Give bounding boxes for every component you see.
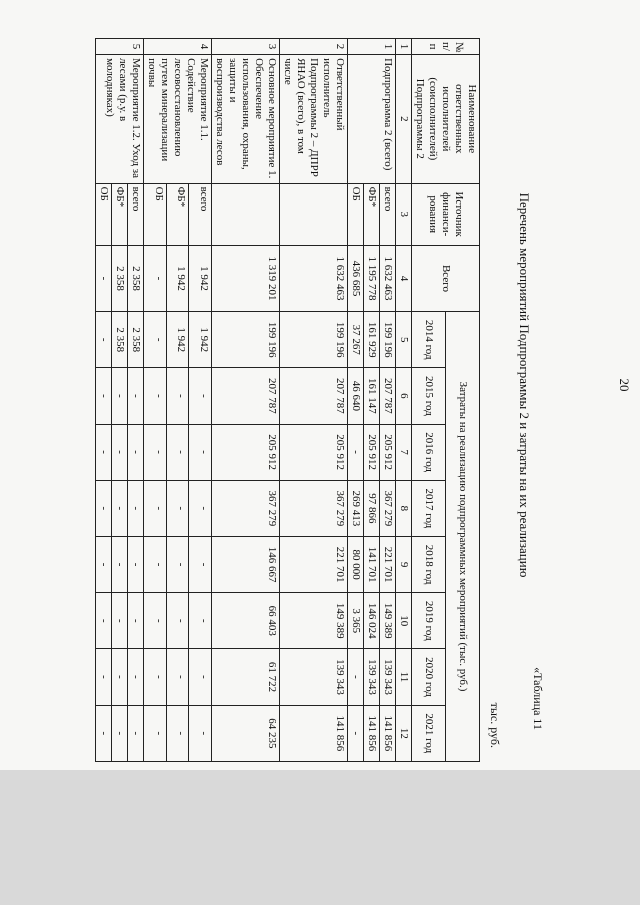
row-value: 207 787	[280, 368, 348, 424]
table-row	[212, 39, 280, 762]
row-value: -	[128, 424, 144, 480]
row-value: -	[189, 705, 212, 761]
column-number: 3	[396, 183, 412, 245]
row-value: -	[166, 480, 189, 536]
row-name: Основное мероприятие 1. Обеспечение использования, охраны, защиты и воспроизводства лесов	[212, 55, 280, 184]
row-value: -	[112, 705, 128, 761]
row-value: 207 787	[212, 368, 280, 424]
column-number: 8	[396, 480, 412, 536]
row-name: Мероприятие 1.2. Уход за лесами (р.у. в молодняках)	[96, 55, 144, 184]
row-value: -	[144, 368, 167, 424]
row-value: -	[348, 705, 364, 761]
page-number: 20	[617, 378, 632, 392]
row-value: 161 147	[364, 368, 380, 424]
column-number: 12	[396, 705, 412, 761]
row-value: -	[128, 480, 144, 536]
row-value: 149 389	[380, 593, 396, 649]
column-number: 1	[396, 39, 412, 55]
row-value: 146 024	[364, 593, 380, 649]
row-value: 1 942	[166, 245, 189, 311]
header-row	[446, 39, 480, 762]
row-value: -	[166, 424, 189, 480]
row-value: 1 632 463	[280, 245, 348, 311]
row-source: ОБ	[144, 183, 167, 245]
row-value: 139 343	[280, 649, 348, 705]
row-value: 46 640	[348, 368, 364, 424]
scanner-background	[0, 770, 640, 905]
row-value: 205 912	[280, 424, 348, 480]
row-source: ФБ*	[112, 183, 128, 245]
row-value: -	[96, 368, 112, 424]
row-value: 199 196	[212, 312, 280, 368]
column-numbers-row	[396, 39, 412, 762]
row-value: 367 279	[380, 480, 396, 536]
row-value: 199 196	[380, 312, 396, 368]
row-value: -	[112, 536, 128, 592]
row-value: -	[144, 312, 167, 368]
row-value: -	[189, 480, 212, 536]
row-value: -	[128, 536, 144, 592]
row-value: 141 856	[380, 705, 396, 761]
row-value: -	[128, 705, 144, 761]
row-value: -	[112, 424, 128, 480]
row-value: -	[166, 593, 189, 649]
row-value: -	[166, 368, 189, 424]
row-value: 367 279	[212, 480, 280, 536]
header-costs: Затраты на реализацию подпрограммных мероприятий (тыс. руб.)	[446, 312, 480, 762]
header-year: 2019 год	[412, 593, 446, 649]
row-value: -	[166, 649, 189, 705]
header-year: 2015 год	[412, 368, 446, 424]
table-label: «Таблица 11	[531, 667, 545, 730]
row-value: 1 319 201	[212, 245, 280, 311]
row-value: -	[112, 649, 128, 705]
row-value: 3 365	[348, 593, 364, 649]
row-source: всего	[128, 183, 144, 245]
row-value: 2 358	[112, 312, 128, 368]
column-number: 7	[396, 424, 412, 480]
row-value: -	[112, 593, 128, 649]
header-year: 2014 год	[412, 312, 446, 368]
row-value: 66 403	[212, 593, 280, 649]
header-year: 2016 год	[412, 424, 446, 480]
row-value: -	[96, 424, 112, 480]
row-value: 205 912	[380, 424, 396, 480]
row-value: 61 722	[212, 649, 280, 705]
column-number: 11	[396, 649, 412, 705]
row-value: 80 000	[348, 536, 364, 592]
column-number: 2	[396, 55, 412, 184]
row-value: -	[128, 368, 144, 424]
header-num: № п/п	[412, 39, 480, 55]
row-value: -	[96, 705, 112, 761]
row-value: -	[112, 480, 128, 536]
row-value: -	[96, 593, 112, 649]
row-value: -	[189, 649, 212, 705]
row-value: 221 701	[280, 536, 348, 592]
row-source: всего	[380, 183, 396, 245]
table-row	[128, 39, 144, 762]
row-source	[280, 183, 348, 245]
row-value: 139 343	[380, 649, 396, 705]
table-row	[280, 39, 348, 762]
row-value: -	[144, 593, 167, 649]
header-year: 2021 год	[412, 705, 446, 761]
column-number: 9	[396, 536, 412, 592]
column-number: 4	[396, 245, 412, 311]
row-number: 2	[280, 39, 348, 55]
row-value: 141 701	[364, 536, 380, 592]
table-caption: Перечень мероприятий Подпрограммы 2 и затраты на их реализацию	[517, 192, 532, 578]
row-name: Ответственный исполнитель Подпрограммы 2 – ДПРР ЯНАО (всего), в том числе	[280, 55, 348, 184]
header-total: Всего	[412, 245, 480, 311]
row-name: Подпрограмма 2 (всего)	[348, 55, 396, 184]
row-value: -	[348, 424, 364, 480]
row-value: -	[96, 245, 112, 311]
row-value: -	[128, 649, 144, 705]
row-value: 207 787	[380, 368, 396, 424]
table-row	[189, 39, 212, 762]
header-year: 2018 год	[412, 536, 446, 592]
row-value: 1 942	[166, 312, 189, 368]
row-value: -	[128, 593, 144, 649]
row-number: 4	[144, 39, 212, 55]
header-source: Источник финанси-рования	[412, 183, 480, 245]
table-row	[380, 39, 396, 762]
row-value: -	[144, 245, 167, 311]
row-value: -	[166, 705, 189, 761]
row-value: -	[144, 536, 167, 592]
column-number: 6	[396, 368, 412, 424]
row-value: -	[189, 593, 212, 649]
row-value: 149 389	[280, 593, 348, 649]
row-source: ФБ*	[166, 183, 189, 245]
row-source: ФБ*	[364, 183, 380, 245]
row-value: 139 343	[364, 649, 380, 705]
row-value: -	[112, 368, 128, 424]
row-value: -	[189, 536, 212, 592]
row-value: -	[96, 480, 112, 536]
row-value: -	[189, 424, 212, 480]
row-value: 221 701	[380, 536, 396, 592]
row-source: ОБ	[96, 183, 112, 245]
row-value: 269 413	[348, 480, 364, 536]
row-value: -	[144, 705, 167, 761]
row-source: всего	[189, 183, 212, 245]
column-number: 10	[396, 593, 412, 649]
row-value: -	[348, 649, 364, 705]
row-number: 3	[212, 39, 280, 55]
row-value: 436 685	[348, 245, 364, 311]
row-value: 37 267	[348, 312, 364, 368]
row-value: 1 942	[189, 312, 212, 368]
row-value: 1 195 778	[364, 245, 380, 311]
header-year: 2017 год	[412, 480, 446, 536]
row-value: 2 358	[112, 245, 128, 311]
header-year: 2020 год	[412, 649, 446, 705]
row-value: 1 942	[189, 245, 212, 311]
row-value: 141 856	[280, 705, 348, 761]
row-source	[212, 183, 280, 245]
column-number: 5	[396, 312, 412, 368]
row-value: 2 358	[128, 245, 144, 311]
header-name: Наименование ответственных исполнителей (соисполнителей) Подпрограммы 2	[412, 55, 480, 184]
row-value: -	[144, 649, 167, 705]
row-value: 367 279	[280, 480, 348, 536]
row-value: 199 196	[280, 312, 348, 368]
row-value: -	[96, 536, 112, 592]
row-number: 5	[96, 39, 144, 55]
row-value: 161 929	[364, 312, 380, 368]
row-value: 97 866	[364, 480, 380, 536]
row-value: 205 912	[212, 424, 280, 480]
row-value: 64 235	[212, 705, 280, 761]
row-name: Мероприятие 1.1. Содействие лесовосстановлению путем минерализации почвы	[144, 55, 212, 184]
row-value: 205 912	[364, 424, 380, 480]
row-value: -	[96, 312, 112, 368]
row-value: 141 856	[364, 705, 380, 761]
row-value: -	[96, 649, 112, 705]
row-value: 2 358	[128, 312, 144, 368]
row-value: 146 667	[212, 536, 280, 592]
row-value: -	[144, 480, 167, 536]
row-value: 1 632 463	[380, 245, 396, 311]
units-label: тыс. руб.	[488, 702, 502, 748]
activities-table	[95, 38, 480, 762]
row-value: -	[144, 424, 167, 480]
row-number: 1	[348, 39, 396, 55]
row-value: -	[166, 536, 189, 592]
row-value: -	[189, 368, 212, 424]
row-source: ОБ	[348, 183, 364, 245]
